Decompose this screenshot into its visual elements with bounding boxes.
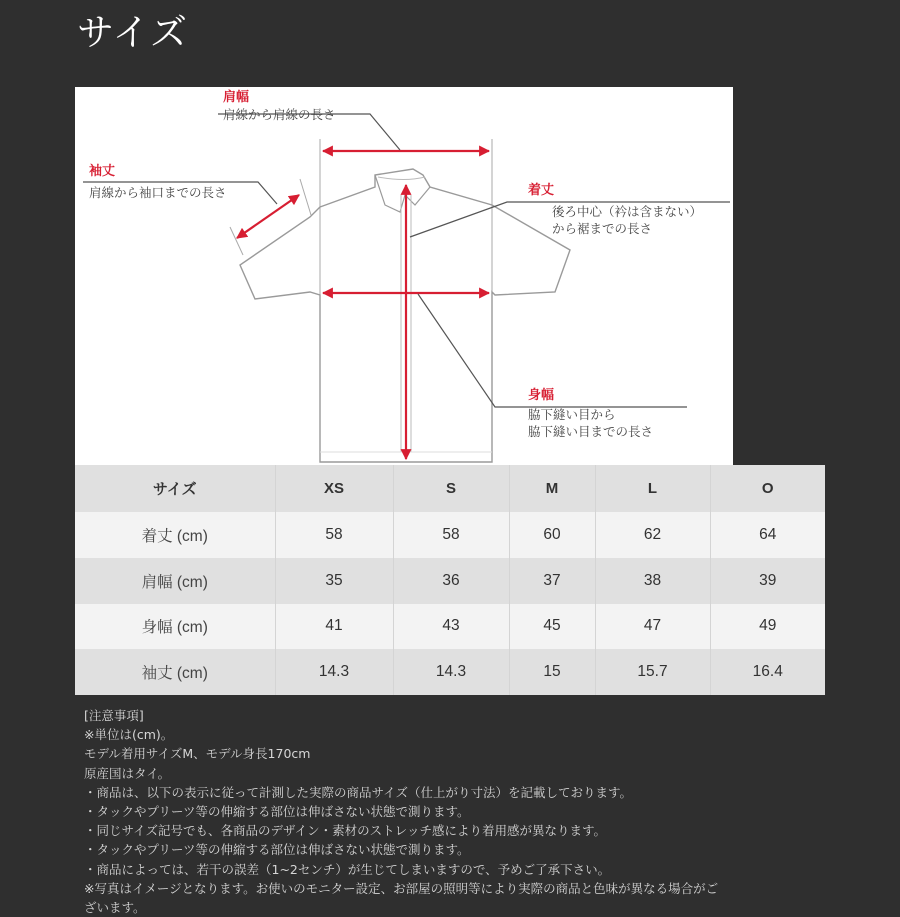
label-body-length-desc-2: から裾までの長さ [552,221,653,236]
table-cell: 49 [710,604,825,650]
row-label: 着丈 (cm) [75,512,275,558]
table-cell: 39 [710,558,825,604]
label-body-width [528,387,653,440]
notes-heading: [注意事項] [84,708,144,723]
label-body-width-desc-2: 脇下縫い目までの長さ [528,424,654,439]
label-body-length-title: 着丈 [528,183,555,198]
table-cell: 60 [509,512,595,558]
header-o: O [710,465,825,512]
table-cell: 36 [393,558,509,604]
notes-section [84,706,900,917]
shirt-measurement-diagram [75,87,733,465]
table-row [75,604,825,650]
table-cell: 38 [595,558,710,604]
header-l: L [595,465,710,512]
label-body-width-title: 身幅 [528,388,555,403]
header-xs: XS [275,465,393,512]
header-s: S [393,465,509,512]
label-body-length [528,182,702,237]
table-cell: 58 [393,512,509,558]
row-label: 肩幅 (cm) [75,558,275,604]
label-shoulder-width-title: 肩幅 [223,90,250,105]
size-chart-table [75,465,825,695]
table-cell: 15.7 [595,649,710,695]
table-header-row [75,465,825,512]
table-row [75,558,825,604]
table-cell: 37 [509,558,595,604]
table-cell: 35 [275,558,393,604]
table-row [75,512,825,558]
table-row [75,649,825,695]
note-line: ・タックやプリーツ等の伸縮する部位は伸ばさない状態で測ります。 [84,804,470,820]
table-cell: 58 [275,512,393,558]
table-cell: 45 [509,604,595,650]
row-label: 袖丈 (cm) [75,649,275,695]
table-cell: 43 [393,604,509,650]
label-body-length-desc-1: 後ろ中心（衿は含まない） [552,204,703,219]
table-cell: 15 [509,649,595,695]
note-line: ・商品によっては、若干の誤差（1~2センチ）が生じてしまいますので、予めご了承下さい。 [84,861,611,877]
note-line: 原産国はタイ。 [84,765,171,781]
header-m: M [509,465,595,512]
note-line: ・商品は、以下の表示に従って計測した実際の商品サイズ（仕上がり寸法）を記載しております。 [84,784,633,800]
table-cell: 41 [275,604,393,650]
label-sleeve-length-desc: 肩線から袖口までの長さ [89,185,227,200]
table-cell: 47 [595,604,710,650]
note-line: ※単位は(cm)。 [84,727,174,743]
table-cell: 14.3 [275,649,393,695]
note-line: ざいます。 [84,900,146,916]
label-sleeve-length-title: 袖丈 [89,164,116,179]
page-title: サイズ [77,11,189,54]
note-line: ※写真はイメージとなります。お使いのモニター設定、お部屋の照明等により実際の商品と色味が異なる場合がご [84,880,719,896]
table-cell: 16.4 [710,649,825,695]
note-line: モデル着用サイズM、モデル身長170cm [84,746,311,762]
label-shoulder-width-desc: 肩線から肩線の長さ [223,107,336,122]
label-shoulder-width [223,89,336,123]
table-cell: 14.3 [393,649,509,695]
label-sleeve-length [89,163,227,200]
table-cell: 62 [595,512,710,558]
note-line: ・同じサイズ記号でも、各商品のデザイン・素材のストレッチ感により着用感が異なります。 [84,823,607,839]
header-size: サイズ [75,465,275,512]
label-body-width-desc-1: 脇下縫い目から [528,407,616,422]
table-cell: 64 [710,512,825,558]
note-line: ・タックやプリーツ等の伸縮する部位は伸ばさない状態で測ります。 [84,842,470,858]
row-label: 身幅 (cm) [75,604,275,650]
